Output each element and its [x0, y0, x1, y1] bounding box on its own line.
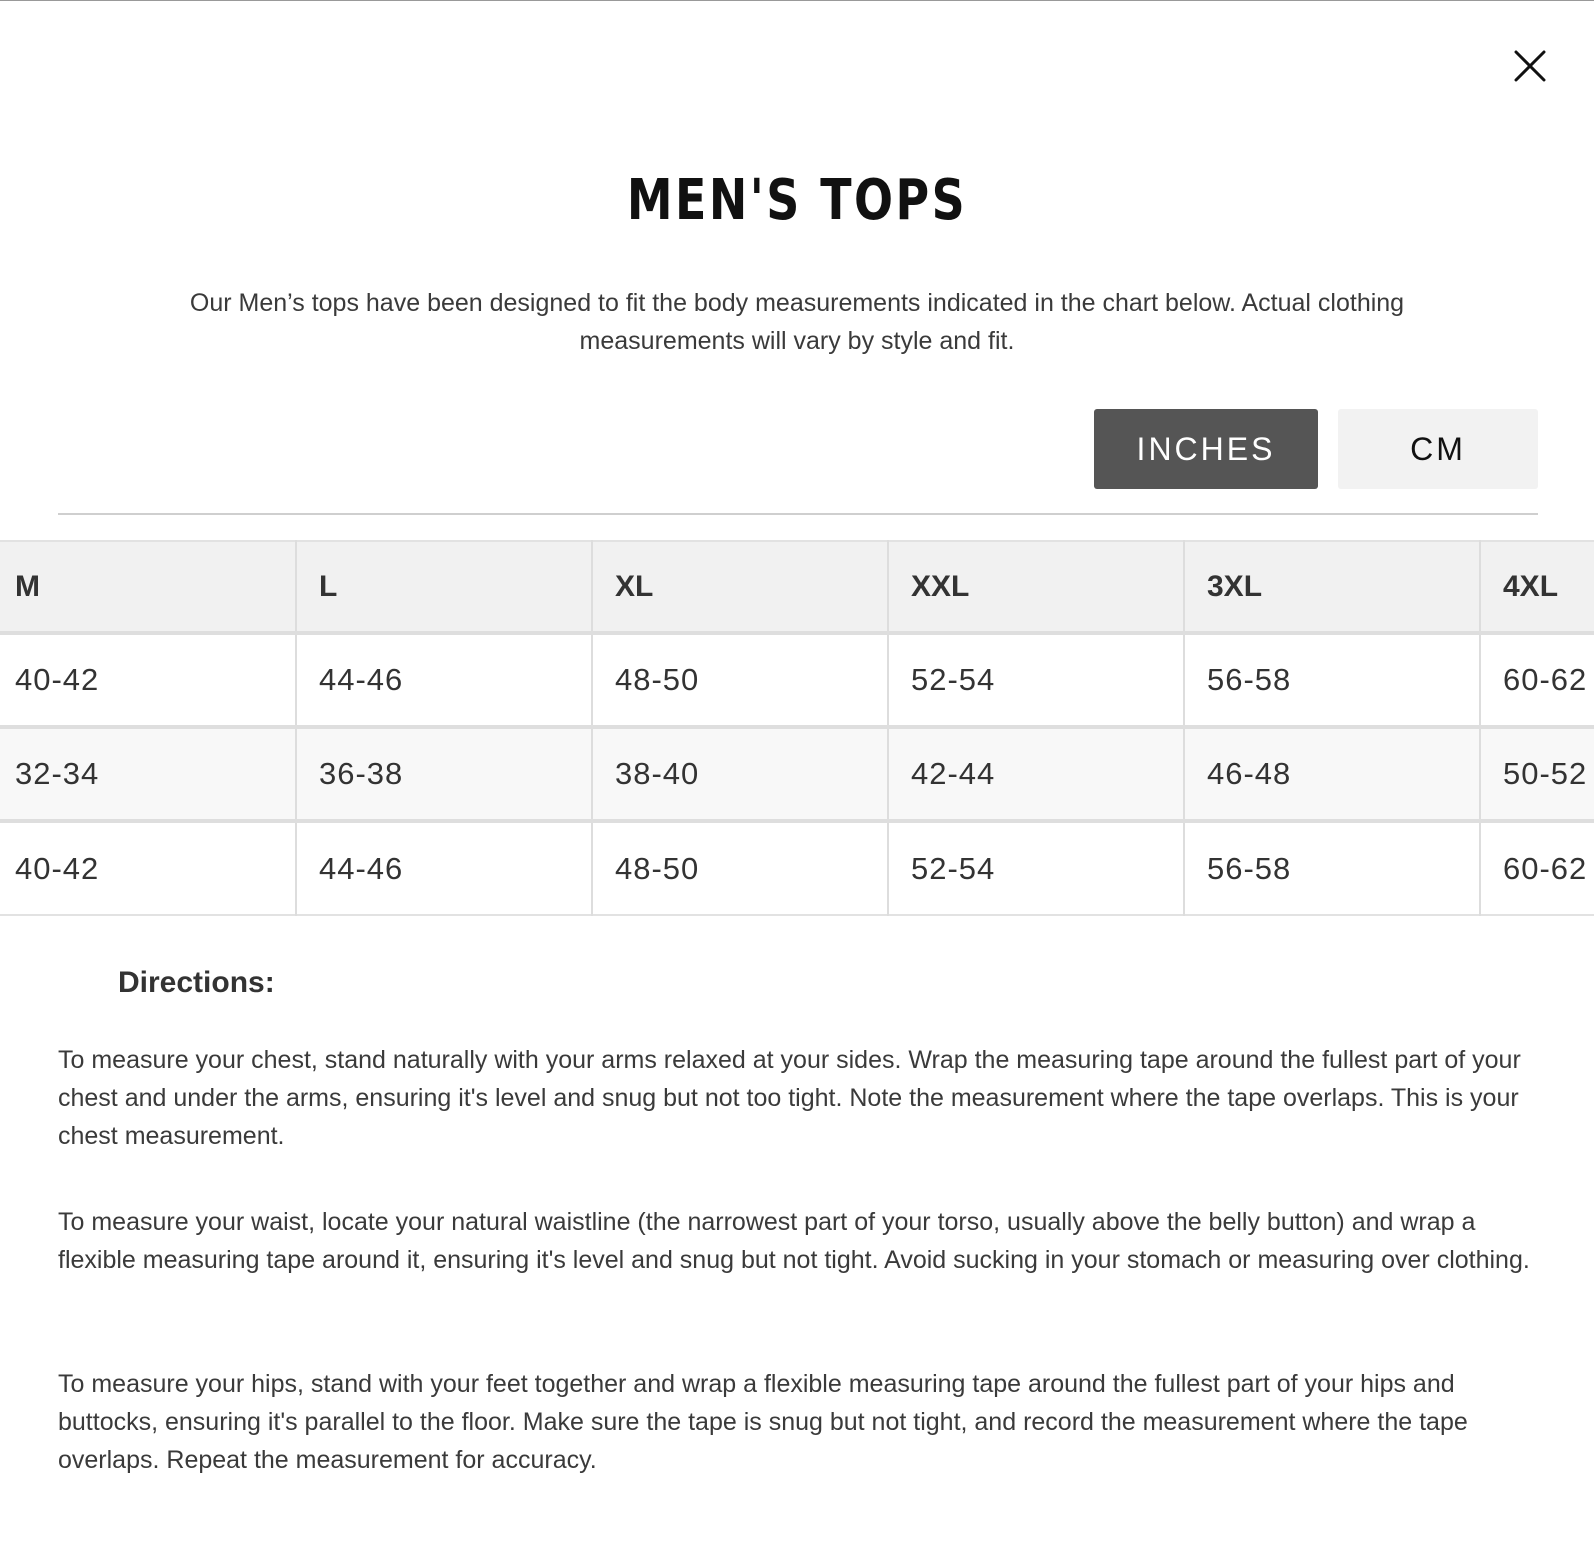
table-cell: 52-54	[888, 821, 1184, 915]
column-header-xl: XL	[592, 541, 888, 633]
column-header-m: M	[0, 541, 296, 633]
table-cell: 38-40	[592, 727, 888, 821]
table-cell: 46-48	[1184, 727, 1480, 821]
table-cell: 44-46	[296, 821, 592, 915]
column-header-3xl: 3XL	[1184, 541, 1480, 633]
table-cell: 52-54	[888, 633, 1184, 727]
table-cell: 32-34	[0, 727, 296, 821]
dialog-top-border	[0, 0, 1594, 1]
table-cell: 36-38	[296, 727, 592, 821]
table-row	[0, 727, 1594, 821]
table-cell: 48-50	[592, 633, 888, 727]
directions-heading: Directions:	[118, 966, 275, 999]
table-cell: 56-58	[1184, 633, 1480, 727]
table-row	[0, 821, 1594, 915]
column-header-l: L	[296, 541, 592, 633]
table-row	[0, 633, 1594, 727]
column-header-xxl: XXL	[888, 541, 1184, 633]
size-chart-intro: Our Men’s tops have been designed to fit the body measurements indicated in the chart below. Actual clothing measurements will vary by style and fit.	[189, 289, 1405, 355]
hips-directions-paragraph: To measure your hips, stand with your feet together and wrap a flexible measuring tape around the fullest part of your hips and buttocks, ensuring it's parallel to the floor. Make sure the tape is snug but not tight, and record the measurement where the tape overlaps. Repeat the measurement for accuracy.	[58, 1370, 1468, 1474]
close-button[interactable]	[1512, 48, 1548, 84]
table-cell: 40-42	[0, 821, 296, 915]
cm-toggle-button[interactable]: CM	[1338, 409, 1538, 489]
table-cell: 60-62	[1503, 662, 1588, 697]
table-cell: 60-62	[1503, 850, 1588, 886]
table-header-row	[0, 541, 1594, 633]
table-cell: 50-52	[1503, 756, 1588, 791]
close-icon	[1512, 48, 1548, 84]
table-cell: 44-46	[296, 633, 592, 727]
page-title: MEN'S TOPS	[626, 168, 968, 233]
chest-directions-paragraph: To measure your chest, stand naturally with your arms relaxed at your sides. Wrap the measuring tape around the fullest part of your chest and under the arms, ensuring it's level and snug but not too tight. Note the measurement where the tape overlaps. This is your chest measurement.	[58, 1046, 1521, 1150]
section-divider	[58, 513, 1538, 515]
waist-directions-paragraph: To measure your waist, locate your natural waistline (the narrowest part of your torso, usually above the belly button) and wrap a flexible measuring tape around it, ensuring it's level and snug but not tight. Avoid sucking in your stomach or measuring over clothing.	[58, 1208, 1530, 1274]
table-cell: 42-44	[888, 727, 1184, 821]
table-cell: 56-58	[1184, 821, 1480, 915]
inches-toggle-button[interactable]: INCHES	[1094, 409, 1318, 489]
table-cell: 48-50	[592, 821, 888, 915]
table-cell: 40-42	[0, 633, 296, 727]
size-chart-table	[0, 540, 1594, 916]
column-header-4xl: 4XL	[1503, 569, 1559, 603]
